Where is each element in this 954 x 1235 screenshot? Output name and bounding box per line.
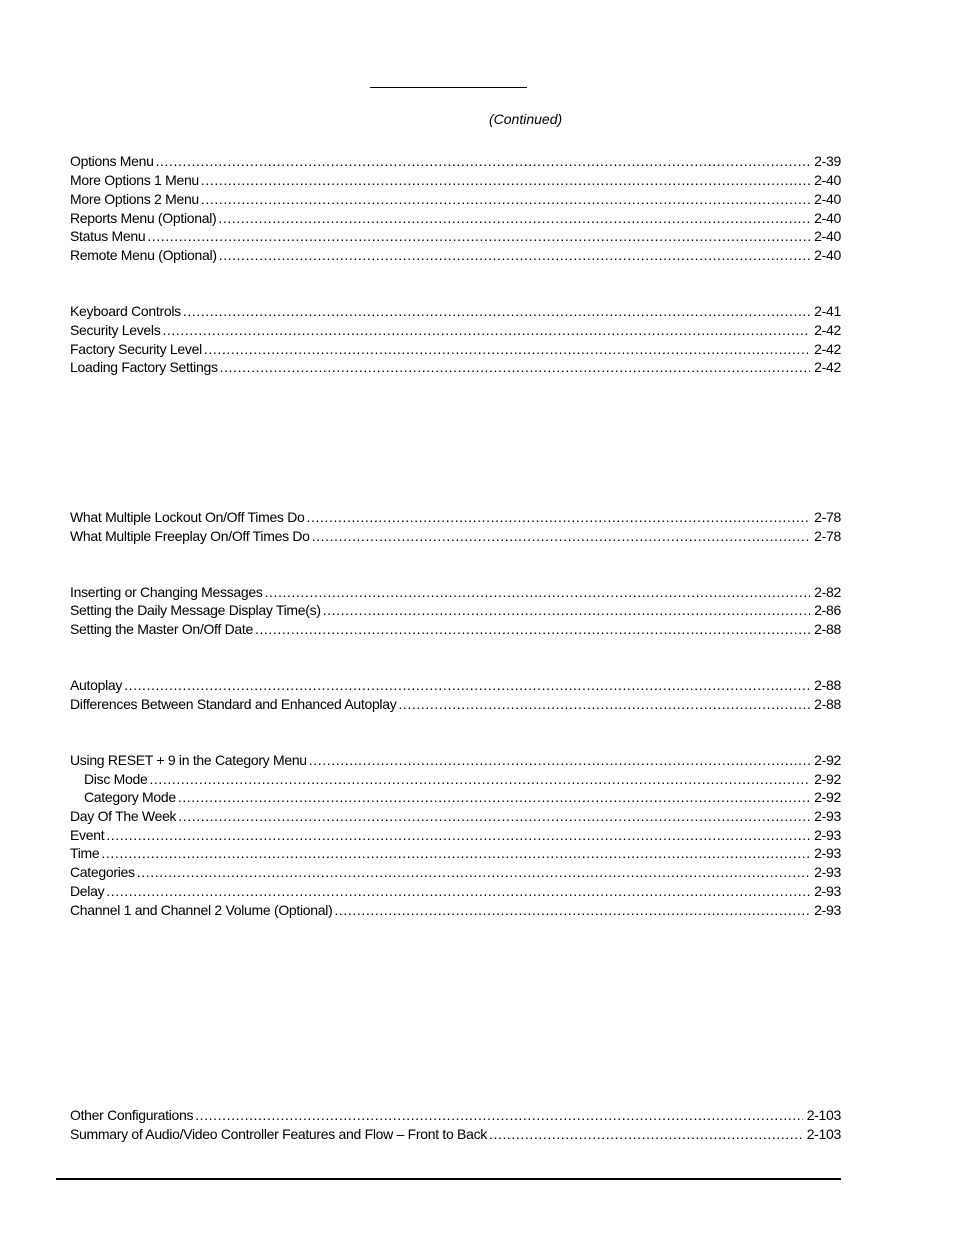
- toc-entry-delay[interactable]: [70, 883, 841, 901]
- toc-entry-page: 2-92: [814, 789, 841, 805]
- toc-entry-autoplay[interactable]: [70, 677, 841, 695]
- toc-entry-title: Event: [70, 827, 105, 843]
- toc-entry-page: 2-93: [814, 845, 841, 861]
- dot-leader: [149, 771, 810, 787]
- toc-entry-title: Security Levels: [70, 322, 161, 338]
- dot-leader: [312, 528, 811, 544]
- dot-leader: [219, 247, 810, 263]
- toc-entry-title: What Multiple Lockout On/Off Times Do: [70, 509, 305, 525]
- toc-entry-multiple-freeplay-times[interactable]: [70, 528, 841, 546]
- toc-entry-autoplay-differences[interactable]: [70, 696, 841, 714]
- toc-entry-title: Options Menu: [70, 153, 154, 169]
- toc-entry-disc-mode[interactable]: [84, 771, 841, 789]
- toc-entry-title: Loading Factory Settings: [70, 359, 218, 375]
- toc-entry-day-of-the-week[interactable]: [70, 808, 841, 826]
- toc-entry-page: 2-93: [814, 902, 841, 918]
- toc-entry-status-menu[interactable]: [70, 228, 841, 246]
- toc-entry-event[interactable]: [70, 827, 841, 845]
- dot-leader: [201, 191, 810, 207]
- footer-rule: [56, 1178, 841, 1180]
- toc-entry-title: Inserting or Changing Messages: [70, 584, 263, 600]
- dot-leader: [183, 303, 810, 319]
- toc-entry-page: 2-40: [814, 191, 841, 207]
- toc-entry-other-configurations[interactable]: [70, 1107, 841, 1125]
- toc-entry-page: 2-103: [806, 1107, 841, 1123]
- toc-entry-page: 2-40: [814, 210, 841, 226]
- toc-entry-inserting-messages[interactable]: [70, 584, 841, 602]
- dot-leader: [323, 602, 810, 618]
- toc-entry-title: Day Of The Week: [70, 808, 177, 824]
- toc-entry-time[interactable]: [70, 845, 841, 863]
- dot-leader: [201, 172, 810, 188]
- dot-leader: [334, 902, 810, 918]
- toc-entry-page: 2-93: [814, 864, 841, 880]
- toc-entry-reset-9-category-menu[interactable]: [70, 752, 841, 770]
- toc-entry-options-menu[interactable]: [70, 153, 841, 171]
- toc-entry-title: Setting the Master On/Off Date: [70, 621, 253, 637]
- toc-entry-title: More Options 1 Menu: [70, 172, 199, 188]
- toc-entry-page: 2-42: [814, 322, 841, 338]
- toc-entry-title: Factory Security Level: [70, 341, 202, 357]
- toc-entry-categories[interactable]: [70, 864, 841, 882]
- dot-leader: [124, 677, 810, 693]
- toc-entry-security-levels[interactable]: [70, 322, 841, 340]
- toc-entry-title: Setting the Daily Message Display Time(s): [70, 602, 321, 618]
- toc-entry-page: 2-40: [814, 247, 841, 263]
- toc-entry-page: 2-41: [814, 303, 841, 319]
- toc-entry-page: 2-88: [814, 677, 841, 693]
- toc-entry-page: 2-42: [814, 359, 841, 375]
- dot-leader: [178, 808, 810, 824]
- toc-entry-master-on-off-date[interactable]: [70, 621, 841, 639]
- title-rule: [370, 87, 527, 88]
- toc-entry-page: 2-78: [814, 509, 841, 525]
- toc-entry-title: Using RESET + 9 in the Category Menu: [70, 752, 307, 768]
- toc-entry-title: Status Menu: [70, 228, 146, 244]
- toc-entry-title: Reports Menu (Optional): [70, 210, 217, 226]
- dot-leader: [307, 509, 811, 525]
- toc-entry-more-options-1-menu[interactable]: [70, 172, 841, 190]
- toc-entry-title: Disc Mode: [84, 771, 148, 787]
- toc-entry-av-controller-summary[interactable]: [70, 1126, 841, 1144]
- toc-entry-title: Other Configurations: [70, 1107, 194, 1123]
- toc-entry-page: 2-93: [814, 883, 841, 899]
- dot-leader: [162, 322, 810, 338]
- toc-entry-loading-factory-settings[interactable]: [70, 359, 841, 377]
- toc-entry-title: Delay: [70, 883, 105, 899]
- dot-leader: [218, 210, 810, 226]
- toc-entry-page: 2-42: [814, 341, 841, 357]
- toc-entry-page: 2-93: [814, 827, 841, 843]
- toc-entry-title: Autoplay: [70, 677, 123, 693]
- dot-leader: [255, 621, 810, 637]
- toc-entry-title: Channel 1 and Channel 2 Volume (Optional): [70, 902, 333, 918]
- toc-entry-page: 2-40: [814, 228, 841, 244]
- dot-leader: [195, 1107, 803, 1123]
- toc-entry-channel-volume[interactable]: [70, 902, 841, 920]
- toc-entry-more-options-2-menu[interactable]: [70, 191, 841, 209]
- toc-entry-category-mode[interactable]: [84, 789, 841, 807]
- dot-leader: [147, 228, 810, 244]
- toc-entry-daily-message-display-time[interactable]: [70, 602, 841, 620]
- dot-leader: [220, 359, 811, 375]
- toc-entry-factory-security-level[interactable]: [70, 341, 841, 359]
- toc-entry-page: 2-92: [814, 752, 841, 768]
- toc-entry-title: Categories: [70, 864, 135, 880]
- dot-leader: [137, 864, 810, 880]
- dot-leader: [178, 789, 810, 805]
- toc-entry-title: Differences Between Standard and Enhanced Autoplay: [70, 696, 397, 712]
- toc-entry-page: 2-88: [814, 696, 841, 712]
- toc-entry-remote-menu[interactable]: [70, 247, 841, 265]
- dot-leader: [309, 752, 810, 768]
- dot-leader: [106, 827, 810, 843]
- toc-entry-title: Remote Menu (Optional): [70, 247, 217, 263]
- toc-entry-title: Time: [70, 845, 100, 861]
- dot-leader: [398, 696, 810, 712]
- toc-entry-page: 2-103: [806, 1126, 841, 1142]
- toc-entry-page: 2-92: [814, 771, 841, 787]
- dot-leader: [204, 341, 810, 357]
- toc-entry-page: 2-82: [814, 584, 841, 600]
- toc-entry-title: Summary of Audio/Video Controller Features and Flow – Front to Back: [70, 1126, 487, 1142]
- dot-leader: [106, 883, 810, 899]
- toc-entry-page: 2-86: [814, 602, 841, 618]
- toc-entry-reports-menu[interactable]: [70, 210, 841, 228]
- dot-leader: [156, 153, 811, 169]
- toc-entry-title: Keyboard Controls: [70, 303, 181, 319]
- toc-entry-page: 2-40: [814, 172, 841, 188]
- toc-entry-page: 2-39: [814, 153, 841, 169]
- dot-leader: [489, 1126, 803, 1142]
- toc-entry-page: 2-78: [814, 528, 841, 544]
- dot-leader: [101, 845, 810, 861]
- toc-entry-keyboard-controls[interactable]: [70, 303, 841, 321]
- dot-leader: [265, 584, 811, 600]
- toc-entry-title: Category Mode: [84, 789, 176, 805]
- toc-entry-page: 2-93: [814, 808, 841, 824]
- toc-entry-page: 2-88: [814, 621, 841, 637]
- toc-entry-title: More Options 2 Menu: [70, 191, 199, 207]
- continued-label: (Continued): [489, 111, 563, 127]
- toc-entry-title: What Multiple Freeplay On/Off Times Do: [70, 528, 310, 544]
- toc-entry-multiple-lockout-times[interactable]: [70, 509, 841, 527]
